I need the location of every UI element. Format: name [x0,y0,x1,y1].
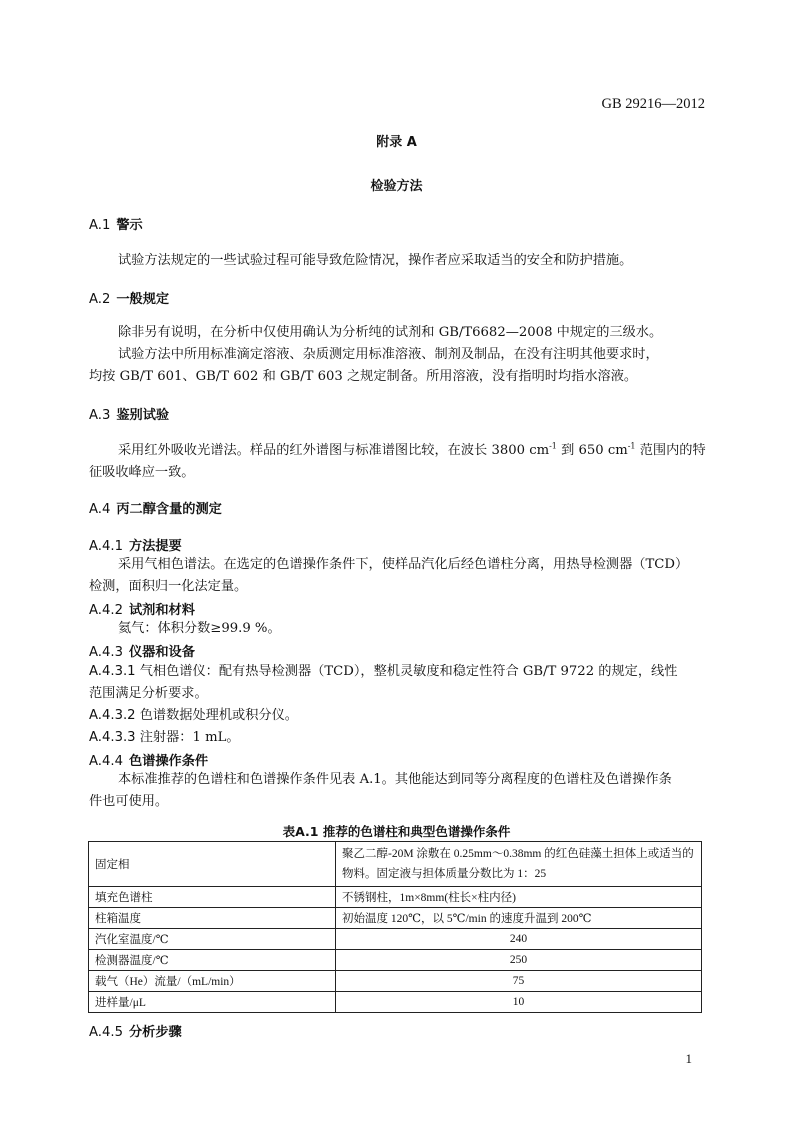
section-number: A.2 [89,292,111,307]
section-number: A.4 [89,502,111,517]
text-run: 采用红外吸收光谱法。样品的红外谱图与标准谱图比较，在波长 3800 cm [118,443,550,458]
section-title: 鉴别试验 [116,408,170,423]
table-cell-value: 初始温度 120℃，以 5℃/min 的速度升温到 200℃ [336,908,702,929]
table-cell-key: 进样量/μL [89,992,336,1013]
text-run: 到 650 cm [556,443,628,458]
section-a41-text-1: 采用气相色谱法。在选定的色谱操作条件下，使样品汽化后经色谱柱分离，用热导检测器（TCD） [118,557,689,572]
table-cell-value: 10 [336,992,702,1013]
section-a1-heading [89,214,143,233]
section-number: A.4.4 [89,754,123,769]
table-row [89,971,702,992]
section-a433-text [89,727,240,749]
table-cell-key: 固定相 [89,842,336,887]
superscript: -1 [627,441,636,451]
table-caption: 表A.1 推荐的色谱柱和典型色谱操作条件 [282,824,511,839]
section-a43-heading [89,641,195,660]
table-cell-value: 不锈钢柱，1m×8mm(柱长×柱内径) [336,887,702,908]
appendix-label: 附录 A [376,135,417,150]
section-a2-text-1: 除非另有说明，在分析中仅使用确认为分析纯的试剂和 GB/T6682—2008 中规定的三级水。 [118,325,663,340]
table-cell-key: 柱箱温度 [89,908,336,929]
subsection-number: A.4.3.1 [89,664,136,679]
section-a44-text-2: 件也可使用。 [89,794,169,809]
section-title: 方法提要 [128,539,182,554]
table-cell-key: 检测器温度/℃ [89,950,336,971]
section-number: A.4.2 [89,603,123,618]
section-a42-heading [89,599,195,618]
superscript: -1 [549,441,557,451]
section-a44-heading [89,750,208,769]
section-a2-heading [89,288,169,307]
section-number: A.4.1 [89,539,123,554]
page-number: 1 [685,1051,692,1066]
text-run: 气相色谱仪：配有热导检测器（TCD），整机灵敏度和稳定性符合 GB/T 9722 的规定，线性 [139,664,678,679]
table-row [89,992,702,1013]
table-row [89,929,702,950]
section-a3-heading [89,404,169,423]
table-cell-key: 载气（He）流量/（mL/min） [89,971,336,992]
conditions-table [88,841,702,1013]
table-cell-value: 75 [336,971,702,992]
section-a45-heading [89,1021,182,1040]
section-a44-text-1: 本标准推荐的色谱柱和色谱操作条件见表 A.1。其他能达到同等分离程度的色谱柱及色谱操作条 [118,772,672,787]
section-title: 试剂和材料 [128,603,195,618]
section-a1-text: 试验方法规定的一些试验过程可能导致危险情况，操作者应采取适当的安全和防护措施。 [118,253,633,268]
section-a41-text-2: 检测，面积归一化法定量。 [89,579,248,594]
section-a3-text-1 [118,440,706,462]
table-row [89,950,702,971]
subsection-number: A.4.3.3 [89,730,136,745]
section-title: 色谱操作条件 [128,754,209,769]
section-title: 警示 [116,218,143,233]
section-number: A.1 [89,218,111,233]
table-cell-key: 汽化室温度/℃ [89,929,336,950]
section-a2-text-2b: 均按 GB/T 601、GB/T 602 和 GB/T 603 之规定制备。所用溶液，没有指明时均指水溶液。 [89,369,638,384]
text-run: 注射器：1 mL。 [139,730,240,745]
section-number: A.3 [89,408,111,423]
section-a41-heading [89,535,182,554]
text-run: 色谱数据处理机或积分仪。 [139,708,298,723]
section-title: 一般规定 [116,292,170,307]
table-row [89,887,702,908]
section-a4-heading [89,498,222,517]
section-a3-text-2: 征吸收峰应一致。 [89,465,195,480]
table-cell-value: 250 [336,950,702,971]
table-cell-key: 填充色谱柱 [89,887,336,908]
section-title: 丙二醇含量的测定 [116,502,222,517]
section-a432-text [89,705,298,727]
section-a42-text: 氦气：体积分数≥99.9 %。 [118,621,281,636]
standard-number: GB 29216—2012 [601,96,705,112]
appendix-title: 检验方法 [370,179,423,194]
section-number: A.4.5 [89,1025,123,1040]
section-title: 仪器和设备 [128,645,195,660]
table-cell-value: 聚乙二醇-20M 涂敷在 0.25mm～0.38mm 的红色硅藻土担体上或适当的物料。固定液与担体质量分数比为 1：25 [336,842,702,887]
table-row [89,908,702,929]
section-a431-text-1 [89,661,677,683]
subsection-number: A.4.3.2 [89,708,136,723]
text-run: 范围内的特 [635,443,706,458]
section-number: A.4.3 [89,645,123,660]
section-a2-text-2a: 试验方法中所用标准滴定溶液、杂质测定用标准溶液、制剂及制品，在没有注明其他要求时， [118,347,659,362]
section-title: 分析步骤 [128,1025,182,1040]
section-a431-text-2: 范围满足分析要求。 [89,686,208,701]
table-row [89,842,702,887]
table-cell-value: 240 [336,929,702,950]
